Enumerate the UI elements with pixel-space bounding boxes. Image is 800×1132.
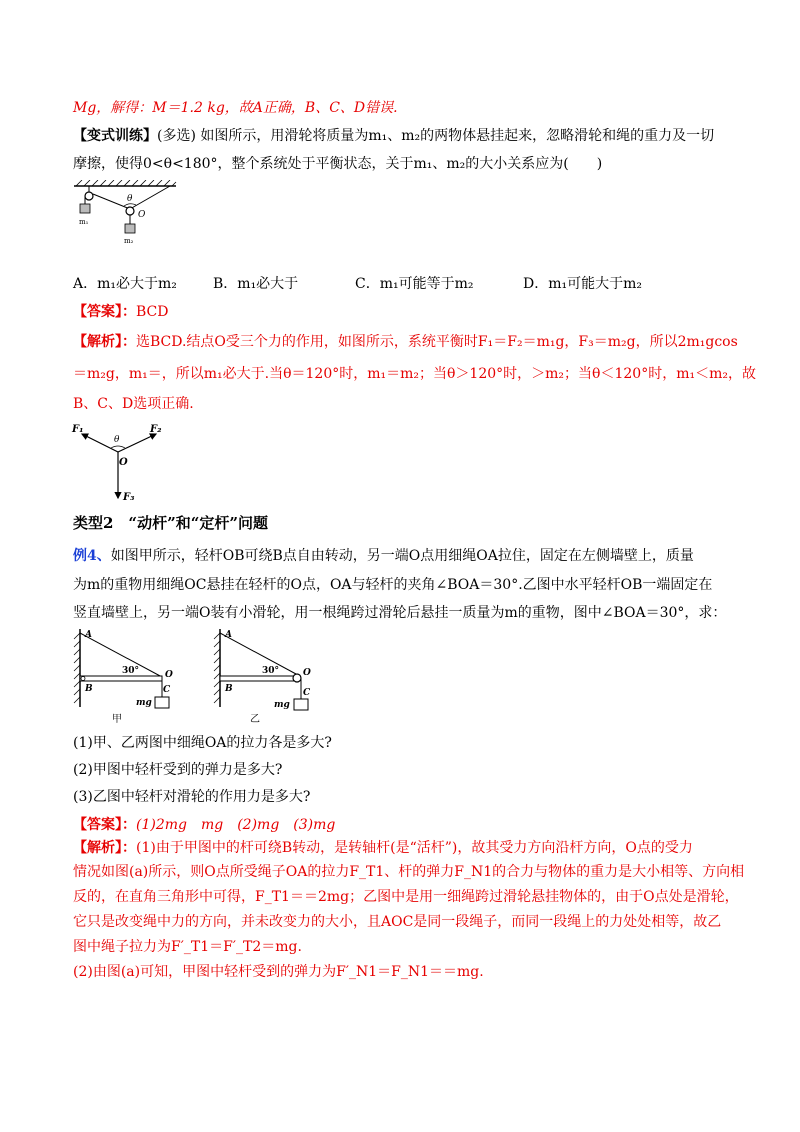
yi-o-label: O xyxy=(303,668,311,678)
example4-text-1: 如图甲所示，轻杆OB可绕B点自由转动，另一端O点用细绳OA拉住，固定在左侧墙壁上，质量 xyxy=(110,548,694,564)
example4-analysis-line-5: 图中绳子拉力为F′_T1＝F′_T2＝mg. xyxy=(73,939,302,955)
example4-analysis-line-1 xyxy=(73,838,693,858)
yi-c-label: C xyxy=(303,688,311,698)
variant-answer xyxy=(73,302,168,322)
yi-b-label: B xyxy=(225,684,233,694)
jia-b-label: B xyxy=(85,684,93,694)
figure-yi xyxy=(210,625,325,725)
variant-tag: 【变式训练】 xyxy=(73,128,157,144)
point-o-label: O xyxy=(138,210,146,220)
analysis-text-1: 选BCD.结点O受三个力的作用，如图所示，系统平衡时F₁＝F₂＝m₁g，F₃＝m₂g，所以2m₁gcos xyxy=(136,334,738,350)
pulley-figure xyxy=(70,180,182,248)
option-d: D．m₁可能大于m₂ xyxy=(523,276,642,292)
variant-analysis-line-1 xyxy=(73,332,738,352)
theta-label: θ xyxy=(127,194,133,204)
variant-text-1: (多选) 如图所示，用滑轮将质量为m₁、m₂的两物体悬挂起来，忽略滑轮和绳的重力及一切 xyxy=(157,128,715,144)
example4-answer-value: (1)2mg mg (2)mg (3)mg xyxy=(136,817,336,833)
example4-line-1 xyxy=(73,546,694,566)
example4-analysis-line-2: 情况如图(a)所示，则O点所受绳子OA的拉力F_T1、杆的弹力F_N1的合力与物体的重力是大小相等、方向相 xyxy=(73,864,745,880)
example4-analysis-tag: 【解析】： xyxy=(73,840,136,856)
option-c: C．m₁可能等于m₂ xyxy=(355,276,474,292)
example4-analysis-line-3: 反的，在直角三角形中可得，F_T1＝＝2mg；乙图中是用一细绳跨过滑轮悬挂物体的，由于O点处是滑轮， xyxy=(73,889,739,905)
m1-label: m₁ xyxy=(79,218,89,226)
yi-angle-label: 30° xyxy=(262,666,280,676)
example4-analysis-line-4: 它只是改变绳中力的方向，并未改变力的大小，且AOC是同一段绳子，而同一段绳上的力处处相等，故乙 xyxy=(73,914,722,930)
force-o-label: O xyxy=(119,457,128,468)
example4-line-2: 为m的重物用细绳OC悬挂在轻杆的O点，OA与轻杆的夹角∠BOA＝30°.乙图中水平轻杆OB一端固定在 xyxy=(73,577,713,593)
yi-a-label: A xyxy=(225,630,232,640)
yi-caption: 乙 xyxy=(250,714,260,725)
answer-tag: 【答案】： xyxy=(73,304,136,320)
f1-label: F₁ xyxy=(72,424,84,435)
yi-mg-label: mg xyxy=(274,700,290,710)
variant-analysis-line-3: B、C、D选项正确. xyxy=(73,396,194,412)
example4-answer-tag: 【答案】： xyxy=(73,817,136,833)
previous-solution-tail: Mg，解得：M＝1.2 kg，故A正确，B、C、D错误. xyxy=(73,100,398,116)
variant-analysis-line-2: ＝m₂g，m₁＝，所以m₁必大于.当θ＝120°时，m₁＝m₂；当θ＞120°时，＞m₂；当θ＜120°时，m₁＜m₂，故 xyxy=(73,366,756,382)
example4-answer xyxy=(73,815,335,835)
jia-c-label: C xyxy=(163,685,171,695)
f3-label: F₃ xyxy=(123,492,135,503)
variant-question-line-1 xyxy=(73,126,714,146)
force-diagram xyxy=(68,418,178,504)
jia-angle-label: 30° xyxy=(122,666,140,676)
example4-analysis-line-6: (2)由图(a)可知，甲图中轻杆受到的弹力为F′_N1＝F_N1＝＝mg. xyxy=(73,964,484,980)
analysis-tag: 【解析】： xyxy=(73,334,136,350)
jia-mg-label: mg xyxy=(136,698,152,708)
jia-o-label: O xyxy=(165,670,173,680)
option-b: B．m₁必大于 xyxy=(213,276,299,292)
example4-tag: 例4、 xyxy=(73,548,111,564)
jia-a-label: A xyxy=(85,630,92,640)
question-1: (1)甲、乙两图中细绳OA的拉力各是多大? xyxy=(73,735,332,751)
f2-label: F₂ xyxy=(150,424,162,435)
example4-line-3: 竖直墙壁上，另一端O装有小滑轮，用一根绳跨过滑轮后悬挂一质量为m的重物，图中∠BOA＝30°，求： xyxy=(73,605,727,621)
jia-caption: 甲 xyxy=(112,714,122,725)
example4-analysis-text-1: (1)由于甲图中的杆可绕B转动，是转轴杆(是“活杆”)，故其受力方向沿杆方向，O点的受力 xyxy=(136,840,693,856)
figure-jia xyxy=(70,625,185,725)
force-theta-label: θ xyxy=(114,435,120,445)
option-a: A．m₁必大于m₂ xyxy=(73,276,177,292)
question-2: (2)甲图中轻杆受到的弹力是多大? xyxy=(73,762,283,778)
type2-heading: 类型2 “动杆”和“定杆”问题 xyxy=(73,514,268,532)
variant-question-line-2: 摩擦，使得0<θ<180°，整个系统处于平衡状态，关于m₁、m₂的大小关系应为( ) xyxy=(73,156,603,172)
m2-label: m₂ xyxy=(124,237,134,245)
answer-value: BCD xyxy=(136,304,169,320)
question-3: (3)乙图中轻杆对滑轮的作用力是多大? xyxy=(73,789,311,805)
